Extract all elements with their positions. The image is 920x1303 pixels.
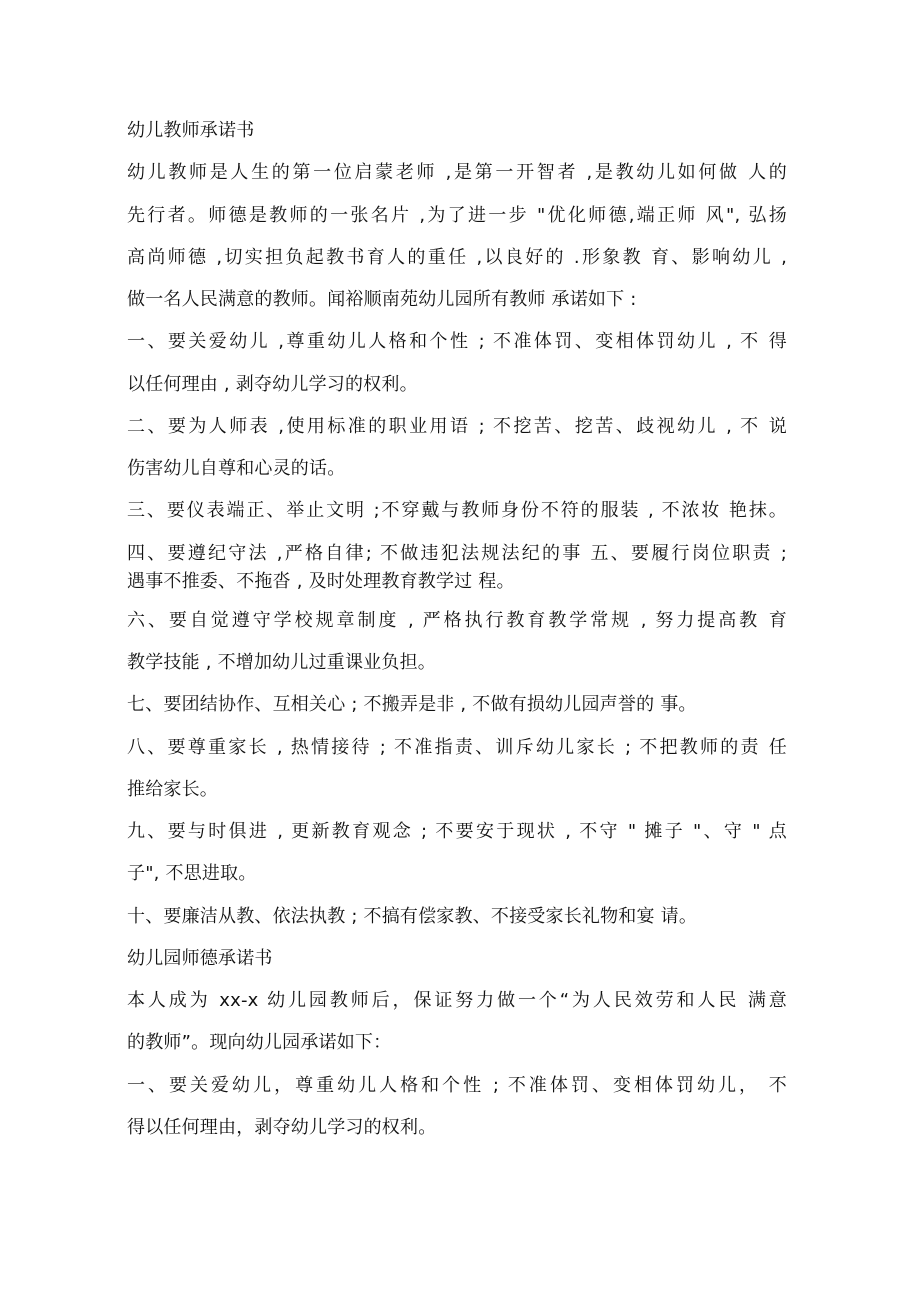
text-line: 三、要仪表端正、举止文明 ;不穿戴与教师身份不符的服装 , 不浓妆 艳抹。 xyxy=(127,500,787,521)
text-line: 子", 不思进取。 xyxy=(127,863,257,884)
text-line: 本人成为 xx-x 幼儿园教师后，保证努力做一个“为人民效劳和人民 满意 xyxy=(127,990,787,1011)
title-kindergarten-ethics-commitment: 幼儿园师德承诺书 xyxy=(127,948,273,969)
text-line: 伤害幼儿自尊和心灵的话。 xyxy=(127,458,346,479)
text-line: 得以任何理由，剥夺幼儿学习的权利。 xyxy=(127,1117,437,1138)
text-line: 教学技能 , 不增加幼儿过重课业负担。 xyxy=(127,652,436,673)
text-line: 推给家长。 xyxy=(127,779,218,800)
text-line: 七、要团结协作、互相关心 ; 不搬弄是非 , 不做有损幼儿园声誉的 事。 xyxy=(127,694,697,715)
text-line: 先行者。师德是教师的一张名片 ,为了进一步 "优化师德,端正师 风", 弘扬 xyxy=(127,205,787,226)
text-line: 幼儿教师是人生的第一位启蒙老师 ,是第一开智者 ,是教幼儿如何做 人的 xyxy=(127,162,787,183)
text-line: 四、要遵纪守法 ,严格自律; 不做违犯法规法纪的事 五、要履行岗位职责 ; xyxy=(127,543,787,564)
text-line: 做一名人民满意的教师。闻裕顺南苑幼儿园所有教师 承诺如下 : xyxy=(127,289,637,310)
text-line: 遇事不推委、不拖沓 , 及时处理教育教学过 程。 xyxy=(127,571,515,592)
text-line: 以任何理由 , 剥夺幼儿学习的权利。 xyxy=(127,374,418,395)
text-line: 一、要关爱幼儿 ,尊重幼儿人格和个性 ; 不准体罚、变相体罚幼儿 , 不 得 xyxy=(127,331,787,352)
text-line: 二、要为人师表 ,使用标准的职业用语 ; 不挖苦、挖苦、歧视幼儿 , 不 说 xyxy=(127,416,787,437)
text-line: 高尚师德 ,切实担负起教书育人的重任 ,以良好的 .形象教 育、影响幼儿 , xyxy=(127,247,787,268)
text-line: 六、要自觉遵守学校规章制度 , 严格执行教育教学常规 , 努力提高教 育 xyxy=(127,610,787,631)
text-line: 的教师”。现向幼儿园承诺如下： xyxy=(127,1032,392,1053)
title-teacher-commitment: 幼儿教师承诺书 xyxy=(127,120,255,141)
text-line: 八、要尊重家长 , 热情接待 ; 不准指责、训斥幼儿家长 ; 不把教师的责 任 xyxy=(127,737,787,758)
text-line: 一、要关爱幼儿，尊重幼儿人格和个性 ; 不准体罚、变相体罚幼儿， 不 xyxy=(127,1075,787,1096)
text-line: 十、要廉洁从教、依法执教 ; 不搞有偿家教、不接受家长礼物和宴 请。 xyxy=(127,906,698,927)
text-line: 九、要与时俱进 , 更新教育观念 ; 不要安于现状 , 不守 " 摊子 "、守 " 点 xyxy=(127,821,787,842)
